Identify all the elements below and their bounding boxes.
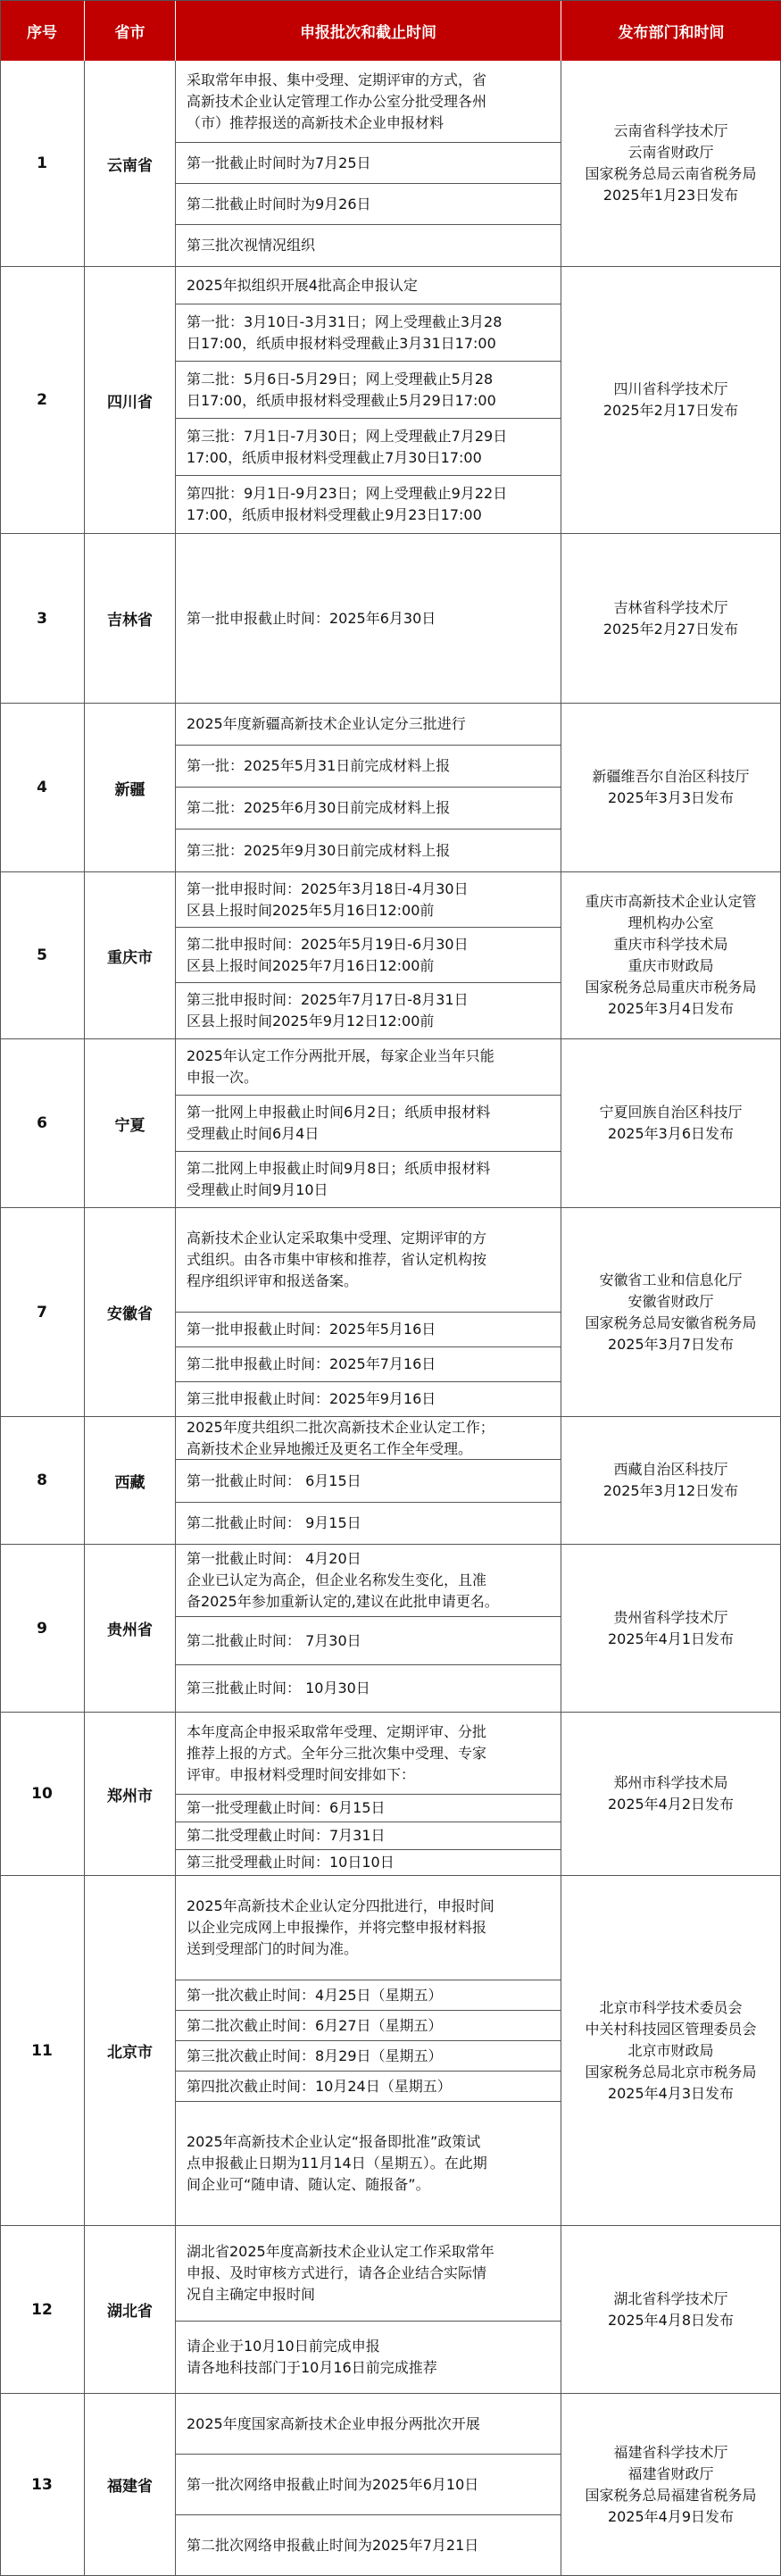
row-serial-number: 11 bbox=[0, 1876, 85, 2226]
batch-deadline-line: 第四批次截止时间：10月24日（星期五） bbox=[176, 2072, 561, 2102]
row-province: 四川省 bbox=[85, 267, 176, 534]
batch-deadline-line: 第一批次网络申报截止时间为2025年6月10日 bbox=[176, 2455, 561, 2515]
row-province: 贵州省 bbox=[85, 1545, 176, 1713]
batch-deadline-line: 高新技术企业认定采取集中受理、定期评审的方 式组织。由各市集中审核和推荐，省认定机构按 程序组织评审和报送备案。 bbox=[176, 1208, 561, 1313]
batch-deadline-line: 第二批：2025年6月30日前完成材料上报 bbox=[176, 788, 561, 829]
batch-deadline-line: 湖北省2025年度高新技术企业认定工作采取常年 申报、及时审核方式进行，请各企业结合实际情 况自主确定申报时间 bbox=[176, 2226, 561, 2322]
batch-deadline-line: 第三批次截止时间：8月29日（星期五） bbox=[176, 2041, 561, 2072]
batch-deadline-line: 第三批截止时间： 10月30日 bbox=[176, 1665, 561, 1713]
publisher-and-date: 宁夏回族自治区科技厅 2025年3月6日发布 bbox=[561, 1039, 781, 1208]
row-serial-number: 9 bbox=[0, 1545, 85, 1713]
publisher-and-date: 湖北省科学技术厅 2025年4月8日发布 bbox=[561, 2226, 781, 2394]
publisher-and-date: 贵州省科学技术厅 2025年4月1日发布 bbox=[561, 1545, 781, 1713]
publisher-and-date: 吉林省科学技术厅 2025年2月27日发布 bbox=[561, 534, 781, 704]
batch-deadline-line: 2025年度共组织二批次高新技术企业认定工作； 高新技术企业异地搬迁及更名工作全年受理。 bbox=[176, 1417, 561, 1460]
row-serial-number: 10 bbox=[0, 1713, 85, 1876]
batch-deadline-line: 第二批申报时间：2025年5月19日-6月30日 区县上报时间2025年7月16日12:00前 bbox=[176, 928, 561, 983]
batch-deadline-line: 第一批网上申报截止时间6月2日；纸质申报材料 受理截止时间6月4日 bbox=[176, 1096, 561, 1152]
batch-deadline-line: 采取常年申报、集中受理、定期评审的方式，省 高新技术企业认定管理工作办公室分批受理各州 （市）推荐报送的高新技术企业申报材料 bbox=[176, 61, 561, 143]
publisher-and-date: 西藏自治区科技厅 2025年3月12日发布 bbox=[561, 1417, 781, 1545]
row-serial-number: 5 bbox=[0, 872, 85, 1039]
row-province: 重庆市 bbox=[85, 872, 176, 1039]
row-province: 宁夏 bbox=[85, 1039, 176, 1208]
batch-deadline-line: 第二批次截止时间：6月27日（星期五） bbox=[176, 2011, 561, 2041]
row-province: 吉林省 bbox=[85, 534, 176, 704]
row-serial-number: 3 bbox=[0, 534, 85, 704]
batch-deadline-line: 第一批截止时间： 4月20日 企业已认定为高企，但企业名称发生变化，且准 备2025年参加重新认定的,建议在此批申请更名。 bbox=[176, 1545, 561, 1617]
batch-deadline-line: 2025年高新技术企业认定分四批进行，申报时间 以企业完成网上申报操作，并将完整申报材料报 送到受理部门的时间为准。 bbox=[176, 1876, 561, 1980]
batch-deadline-line: 第二批申报截止时间：2025年7月16日 bbox=[176, 1347, 561, 1382]
batch-deadline-line: 第一批申报时间：2025年3月18日-4月30日 区县上报时间2025年5月16日12:00前 bbox=[176, 872, 561, 928]
row-province: 安徽省 bbox=[85, 1208, 176, 1417]
batch-deadline-line: 第一批受理截止时间：6月15日 bbox=[176, 1795, 561, 1822]
batch-deadline-line: 第一批申报截止时间：2025年6月30日 bbox=[176, 534, 561, 704]
batch-deadline-line: 第一批截止时间时为7月25日 bbox=[176, 143, 561, 184]
publisher-and-date: 四川省科学技术厅 2025年2月17日发布 bbox=[561, 267, 781, 534]
publisher-and-date: 北京市科学技术委员会 中关村科技园区管理委员会 北京市财政局 国家税务总局北京市税务局 2025年4月3日发布 bbox=[561, 1876, 781, 2226]
row-province: 新疆 bbox=[85, 704, 176, 872]
publisher-and-date: 重庆市高新技术企业认定管 理机构办公室 重庆市科学技术局 重庆市财政局 国家税务总局重庆市税务局 2025年3月4日发布 bbox=[561, 872, 781, 1039]
row-serial-number: 8 bbox=[0, 1417, 85, 1545]
row-serial-number: 13 bbox=[0, 2394, 85, 2576]
batch-deadline-line: 第二批截止时间： 7月30日 bbox=[176, 1617, 561, 1665]
header-serial-no: 序号 bbox=[0, 0, 85, 61]
row-province: 郑州市 bbox=[85, 1713, 176, 1876]
batch-deadline-line: 第二批网上申报截止时间9月8日；纸质申报材料 受理截止时间9月10日 bbox=[176, 1152, 561, 1208]
publisher-and-date: 郑州市科学技术局 2025年4月2日发布 bbox=[561, 1713, 781, 1876]
batch-deadline-line: 第一批次截止时间：4月25日（星期五） bbox=[176, 1980, 561, 2011]
header-publisher-date: 发布部门和时间 bbox=[561, 0, 781, 61]
batch-deadline-line: 2025年认定工作分两批开展，每家企业当年只能 申报一次。 bbox=[176, 1039, 561, 1096]
row-province: 湖北省 bbox=[85, 2226, 176, 2394]
publisher-and-date: 新疆维吾尔自治区科技厅 2025年3月3日发布 bbox=[561, 704, 781, 872]
batch-deadline-line: 2025年高新技术企业认定“报备即批准”政策试 点申报截止日期为11月14日（星期五）。在此期 间企业可“随申请、随认定、随报备”。 bbox=[176, 2102, 561, 2226]
batch-deadline-line: 第三批申报截止时间：2025年9月16日 bbox=[176, 1382, 561, 1417]
batch-deadline-line: 第一批申报截止时间：2025年5月16日 bbox=[176, 1313, 561, 1347]
batch-deadline-line: 第三批：7月1日-7月30日；网上受理截止7月29日 17:00，纸质申报材料受理截止7月30日17:00 bbox=[176, 419, 561, 476]
publisher-and-date: 云南省科学技术厅 云南省财政厅 国家税务总局云南省税务局 2025年1月23日发布 bbox=[561, 61, 781, 267]
batch-deadline-line: 第三批次视情况组织 bbox=[176, 225, 561, 267]
batch-deadline-line: 第二批次网络申报截止时间为2025年7月21日 bbox=[176, 2515, 561, 2576]
row-serial-number: 12 bbox=[0, 2226, 85, 2394]
row-serial-number: 4 bbox=[0, 704, 85, 872]
row-serial-number: 7 bbox=[0, 1208, 85, 1417]
header-province: 省市 bbox=[85, 0, 176, 61]
batch-deadline-line: 2025年度国家高新技术企业申报分两批次开展 bbox=[176, 2394, 561, 2455]
batch-deadline-line: 2025年拟组织开展4批高企申报认定 bbox=[176, 267, 561, 304]
batch-deadline-line: 第四批：9月1日-9月23日；网上受理截止9月22日 17:00，纸质申报材料受理截止9月23日17:00 bbox=[176, 476, 561, 534]
batch-deadline-line: 第一批：2025年5月31日前完成材料上报 bbox=[176, 746, 561, 788]
batch-deadline-line: 2025年度新疆高新技术企业认定分三批进行 bbox=[176, 704, 561, 746]
publisher-and-date: 福建省科学技术厅 福建省财政厅 国家税务总局福建省税务局 2025年4月9日发布 bbox=[561, 2394, 781, 2576]
batch-deadline-line: 第一批：3月10日-3月31日；网上受理截止3月28 日17:00，纸质申报材料受理截止3月31日17:00 bbox=[176, 304, 561, 362]
batch-deadline-line: 第一批截止时间： 6月15日 bbox=[176, 1460, 561, 1503]
batch-deadline-line: 第三批：2025年9月30日前完成材料上报 bbox=[176, 829, 561, 872]
row-serial-number: 2 bbox=[0, 267, 85, 534]
row-province: 西藏 bbox=[85, 1417, 176, 1545]
batch-deadline-line: 第二批截止时间时为9月26日 bbox=[176, 184, 561, 225]
publisher-and-date: 安徽省工业和信息化厅 安徽省财政厅 国家税务总局安徽省税务局 2025年3月7日发布 bbox=[561, 1208, 781, 1417]
batch-deadline-line: 第三批申报时间：2025年7月17日-8月31日 区县上报时间2025年9月12日12:00前 bbox=[176, 983, 561, 1039]
row-province: 福建省 bbox=[85, 2394, 176, 2576]
batch-deadline-line: 第二批截止时间： 9月15日 bbox=[176, 1503, 561, 1545]
row-serial-number: 1 bbox=[0, 61, 85, 267]
batch-deadline-line: 第二批受理截止时间：7月31日 bbox=[176, 1822, 561, 1850]
batch-deadline-line: 请企业于10月10日前完成申报 请各地科技部门于10月16日前完成推荐 bbox=[176, 2322, 561, 2394]
batch-deadline-line: 第二批：5月6日-5月29日；网上受理截止5月28 日17:00，纸质申报材料受理截止5月29日17:00 bbox=[176, 362, 561, 419]
batch-deadline-line: 第三批受理截止时间：10日10日 bbox=[176, 1850, 561, 1876]
row-province: 北京市 bbox=[85, 1876, 176, 2226]
row-serial-number: 6 bbox=[0, 1039, 85, 1208]
row-province: 云南省 bbox=[85, 61, 176, 267]
batch-deadline-line: 本年度高企申报采取常年受理、定期评审、分批 推荐上报的方式。全年分三批次集中受理、专家 评审。申报材料受理时间安排如下： bbox=[176, 1713, 561, 1795]
header-batch-deadline: 申报批次和截止时间 bbox=[176, 0, 561, 61]
